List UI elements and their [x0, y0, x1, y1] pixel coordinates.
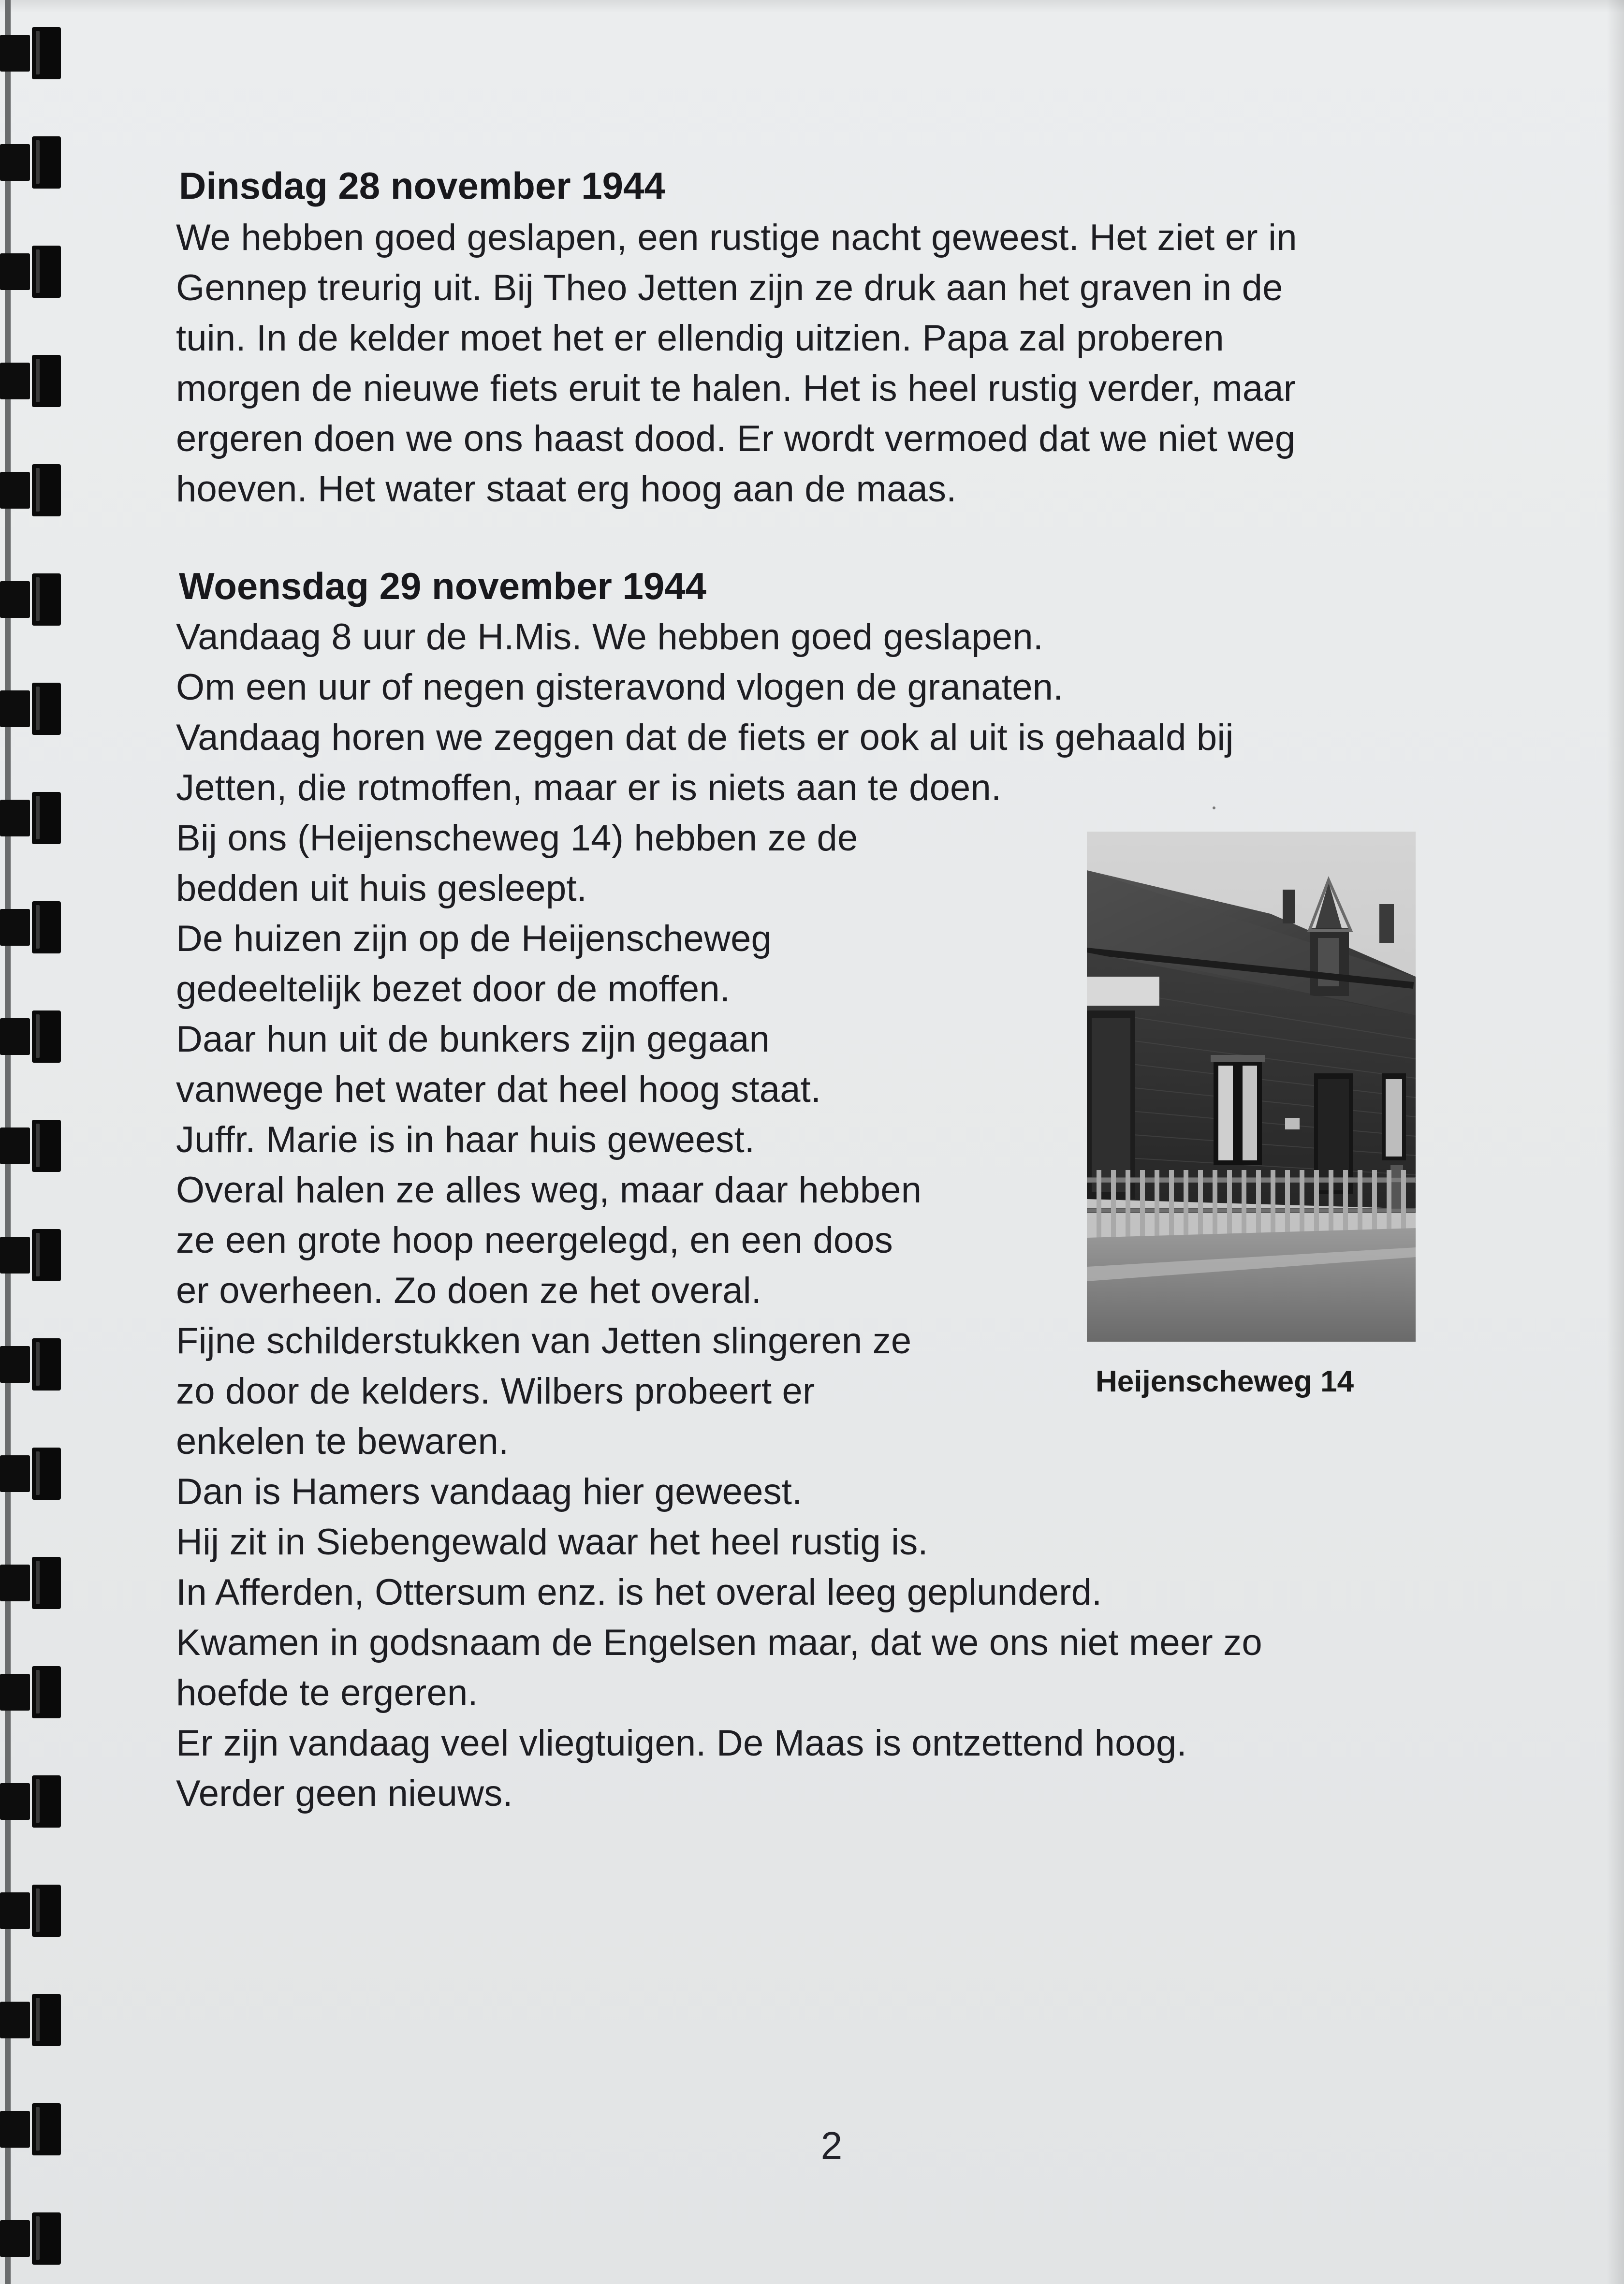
entry-line: ergeren doen we ons haast dood. Er wordt vermoed dat we niet weg — [176, 418, 1296, 459]
entry-line: hoeven. Het water staat erg hoog aan de maas. — [176, 469, 957, 510]
binding-ring — [0, 24, 62, 82]
binding-ring — [0, 1663, 62, 1721]
entry-line: Gennep treurig uit. Bij Theo Jetten zijn ze druk aan het graven in de — [176, 267, 1283, 308]
entry-line: Vandaag 8 uur de H.Mis. We hebben goed geslapen. — [176, 616, 1044, 658]
entry-line: Jetten, die rotmoffen, maar er is niets aan te doen. — [176, 767, 1002, 808]
binding-ring — [0, 352, 62, 410]
entry-line: Overal halen ze alles weg, maar daar hebben — [176, 1170, 922, 1211]
entry-line: Dan is Hamers vandaag hier geweest. — [176, 1471, 803, 1512]
entry-line: We hebben goed geslapen, een rustige nacht geweest. Het ziet er in — [176, 217, 1297, 258]
entry-line: Bij ons (Heijenscheweg 14) hebben ze de — [176, 818, 858, 859]
binding-ring — [0, 1445, 62, 1503]
paper-speck — [1213, 806, 1215, 809]
binding-ring — [0, 243, 62, 301]
entry-line: gedeeltelijk bezet door de moffen. — [176, 968, 731, 1010]
photo-caption: Heijenscheweg 14 — [1096, 1365, 1354, 1398]
binding-ring — [0, 1991, 62, 2049]
entry-title-woensdag: Woensdag 29 november 1944 — [179, 565, 707, 607]
entry-line: De huizen zijn op de Heijenscheweg — [176, 918, 772, 959]
binding-ring — [0, 789, 62, 847]
entry-line: hoefde te ergeren. — [176, 1672, 478, 1713]
page-edge-shadow — [1607, 0, 1624, 2284]
binding-ring — [0, 1772, 62, 1830]
binding-ring — [0, 2210, 62, 2268]
binding-ring — [0, 898, 62, 956]
binding-ring — [0, 1226, 62, 1284]
entry-line: ze een grote hoop neergelegd, en een doos — [176, 1220, 893, 1261]
binding-ring — [0, 2100, 62, 2158]
entry-line: vanwege het water dat heel hoog staat. — [176, 1069, 821, 1110]
entry-line: Daar hun uit de bunkers zijn gegaan — [176, 1019, 770, 1060]
binding-ring — [0, 133, 62, 191]
entry-line: Juffr. Marie is in haar huis geweest. — [176, 1119, 755, 1160]
binding-ring — [0, 1882, 62, 1940]
entry-title-dinsdag: Dinsdag 28 november 1944 — [179, 164, 665, 207]
entry-line: Kwamen in godsnaam de Engelsen maar, dat we ons niet meer zo — [176, 1622, 1262, 1663]
house-photo-image — [1087, 832, 1416, 1342]
entry-line: zo door de kelders. Wilbers probeert er — [176, 1371, 815, 1412]
entry-line: Er zijn vandaag veel vliegtuigen. De Maas is ontzettend hoog. — [176, 1723, 1187, 1764]
binding-ring — [0, 1117, 62, 1175]
entry-line: enkelen te bewaren. — [176, 1421, 509, 1462]
binding-ring — [0, 461, 62, 519]
page-top-shadow — [0, 0, 1624, 13]
binding-ring — [0, 1008, 62, 1066]
entry-line: Om een uur of negen gisteravond vlogen de granaten. — [176, 667, 1064, 708]
binding-ring — [0, 1335, 62, 1393]
binding-ring — [0, 571, 62, 629]
entry-line: Fijne schilderstukken van Jetten slingeren ze — [176, 1320, 912, 1362]
entry-line: morgen de nieuwe fiets eruit te halen. Het is heel rustig verder, maar — [176, 368, 1296, 409]
entry-line: Hij zit in Siebengewald waar het heel rustig is. — [176, 1522, 928, 1563]
entry-line: Vandaag horen we zeggen dat de fiets er ook al uit is gehaald bij — [176, 717, 1234, 758]
binding-ring — [0, 680, 62, 738]
entry-line: Verder geen nieuws. — [176, 1773, 513, 1814]
entry-line: In Afferden, Ottersum enz. is het overal leeg geplunderd. — [176, 1572, 1102, 1613]
entry-line: tuin. In de kelder moet het er ellendig uitzien. Papa zal proberen — [176, 318, 1224, 359]
house-photo — [1087, 832, 1416, 1342]
entry-line: er overheen. Zo doen ze het overal. — [176, 1270, 762, 1311]
spiral-binding — [0, 0, 73, 2284]
entry-line: bedden uit huis gesleept. — [176, 868, 587, 909]
page-number: 2 — [820, 2124, 843, 2167]
binding-ring — [0, 1554, 62, 1612]
